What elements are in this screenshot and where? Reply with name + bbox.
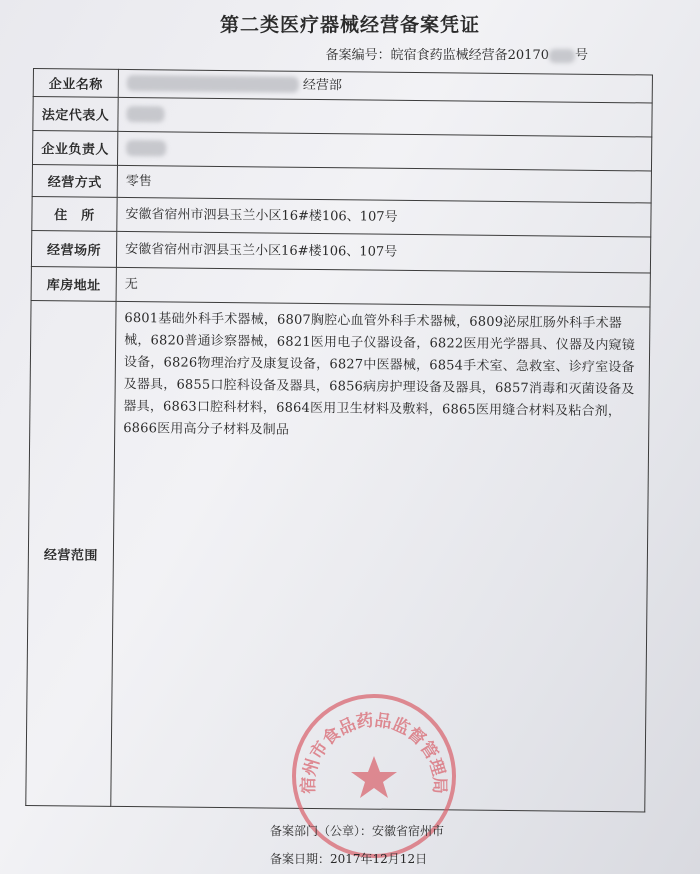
registration-suffix: 号 (574, 48, 588, 63)
business-scope-text: 6801基础外科手术器械，6807胸腔心血管外科手术器械，6809泌尿肛肠外科手术器械，6820普通诊察器械，6821医用电子仪器设备，6822医用光学器具、仪器及内窥镜设备，6826物理治疗及康复设备，6827中医器械，6854手术室、急救室、诊疗室设备及器具，6855口腔科设备及器具，6856病房护理设备及器具，6857消毒和灭菌设备及器具，6863口腔科材料，6864医用卫生材料及敷料，6865医用缝合材料及粘合剂，6866医用高分子材料及制品 (111, 301, 650, 812)
field-label: 企业名称 (33, 69, 118, 98)
filing-department: 备案部门（公章）：安徽省宿州市 (270, 824, 445, 838)
redaction-blur (549, 49, 575, 63)
field-value: 无 (116, 267, 650, 307)
registration-value: 皖宿食药监械经营备20170 (390, 48, 549, 63)
field-label: 经营方式 (32, 164, 117, 197)
document-title: 第二类医疗器械经营备案凭证 (219, 14, 480, 36)
redaction-blur (126, 106, 164, 122)
field-value (117, 131, 651, 171)
field-label: 经营范围 (26, 300, 116, 806)
field-label: 经营场所 (31, 230, 116, 267)
field-value: 安徽省宿州市泗县玉兰小区16#楼106、107号 (117, 197, 651, 237)
redaction-blur (127, 75, 299, 93)
field-label: 住 所 (32, 196, 117, 231)
field-value (118, 97, 652, 137)
redaction-blur (126, 140, 166, 156)
field-label: 法定代表人 (33, 97, 118, 132)
field-label: 企业负责人 (32, 131, 117, 166)
seal-text: 宿州市食品药品监督管理局 (298, 710, 450, 794)
registration-number (326, 44, 588, 63)
field-value: 安徽省宿州市泗县玉兰小区16#楼106、107号 (116, 231, 650, 273)
filing-date: 备案日期：2017年12月12日 (270, 852, 428, 866)
company-name-suffix: 经营部 (302, 77, 343, 93)
field-label: 库房地址 (31, 266, 116, 301)
field-value: 零售 (117, 165, 651, 203)
registration-label: 备案编号： (325, 48, 391, 63)
